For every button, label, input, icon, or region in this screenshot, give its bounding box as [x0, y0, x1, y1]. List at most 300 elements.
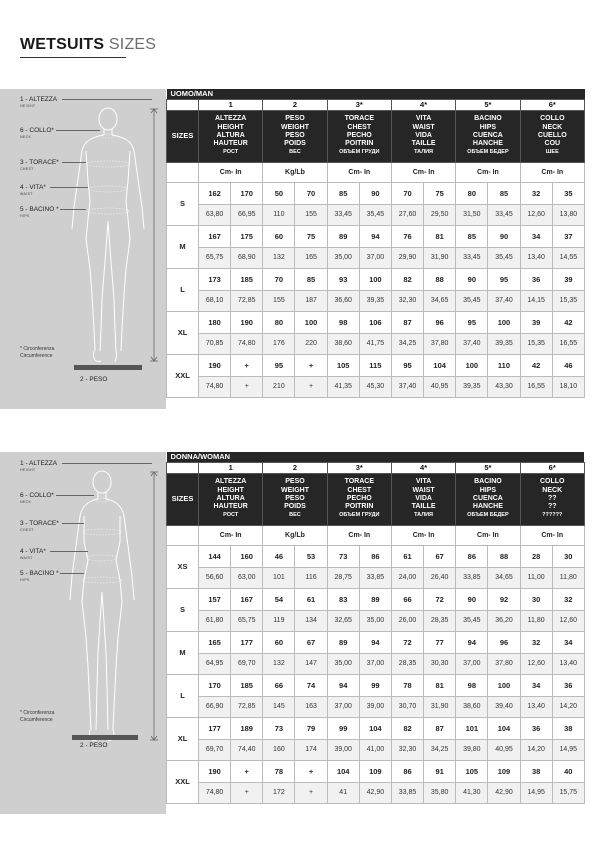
man-cell-cm: 175 [231, 225, 263, 247]
woman-cell-cm: 32 [552, 588, 584, 610]
title-underline [20, 57, 126, 58]
woman-cell-in: 33,85 [391, 782, 423, 803]
man-cell-in: 16,55 [552, 333, 584, 354]
man-cell-cm: 100 [456, 354, 488, 376]
man-column-name-line: VIDA [415, 131, 432, 139]
man-label-height: 1 - ALTEZZA HEIGHT [20, 96, 58, 108]
woman-cell-in: 39,80 [456, 739, 488, 760]
woman-column-name [520, 473, 584, 525]
man-cell-in: 68,90 [231, 247, 263, 268]
man-cell-in: 12,60 [520, 204, 552, 225]
woman-cell-cm: 177 [231, 631, 263, 653]
woman-size-label: S [167, 588, 199, 631]
woman-cell-in: 30,30 [424, 653, 456, 674]
man-column-name-ru: ШЕЕ [545, 149, 559, 156]
man-column-name-line: BACINO [474, 115, 502, 123]
woman-size-section [0, 452, 600, 814]
woman-cell-in: 160 [263, 739, 295, 760]
man-column-name-line: PESO [285, 115, 305, 123]
woman-cell-cm: 92 [488, 588, 520, 610]
man-cell-cm: 75 [295, 225, 327, 247]
woman-column-name-line: BACINO [474, 478, 502, 486]
woman-cell-cm: 81 [424, 674, 456, 696]
man-cell-cm: 70 [263, 268, 295, 290]
man-cell-in: 74,80 [231, 333, 263, 354]
woman-cell-cm: 66 [263, 674, 295, 696]
man-cell-cm: 87 [391, 311, 423, 333]
woman-column-name-ru: ТАЛИЯ [414, 512, 433, 519]
woman-cell-cm: 104 [327, 760, 359, 782]
woman-cell-cm: 78 [263, 760, 295, 782]
woman-line-waist [50, 551, 88, 552]
woman-size-label: XL [167, 717, 199, 760]
man-column-name-line: CHEST [347, 123, 372, 131]
woman-cell-in: 56,60 [199, 567, 231, 588]
woman-cell-in: 28,35 [424, 610, 456, 631]
man-cell-cm: 173 [199, 268, 231, 290]
woman-column-number: 3* [327, 462, 391, 473]
woman-cell-in: 34,25 [424, 739, 456, 760]
man-cell-in: 45,30 [359, 376, 391, 397]
woman-column-name-line: HAUTEUR [213, 503, 248, 511]
man-cell-in: 65,75 [199, 247, 231, 268]
man-cell-cm: 81 [424, 225, 456, 247]
woman-column-name-ru: РОСТ [223, 512, 239, 519]
man-unit-cell: Cm- In [456, 162, 520, 182]
woman-column-name-line: PESO [285, 478, 305, 486]
man-cell-in: 37,40 [488, 290, 520, 311]
woman-cell-in: 74,80 [199, 782, 231, 803]
woman-cell-in: 64,95 [199, 653, 231, 674]
man-cell-cm: 46 [552, 354, 584, 376]
man-column-number: 2 [263, 99, 327, 110]
woman-column-number: 5* [456, 462, 520, 473]
man-cell-cm: 82 [391, 268, 423, 290]
woman-cell-cm: 109 [488, 760, 520, 782]
man-column-name-line: WAIST [412, 123, 435, 131]
woman-column-name-line: NECK [542, 486, 563, 494]
woman-cell-cm: 28 [520, 545, 552, 567]
woman-column-names-row [167, 473, 585, 525]
man-label-chest: 3 - TORACE* CHEST [20, 159, 59, 171]
man-table-row [167, 311, 585, 333]
woman-cell-in: 30,70 [391, 696, 423, 717]
man-sizes-header: SIZES [167, 110, 199, 162]
woman-table-row [167, 760, 585, 782]
man-column-number: 6* [520, 99, 585, 110]
woman-cell-cm: 94 [327, 674, 359, 696]
man-cell-cm: 60 [263, 225, 295, 247]
man-cell-in: 13,80 [552, 204, 584, 225]
man-cell-in: 155 [263, 290, 295, 311]
man-cell-in: 14,15 [520, 290, 552, 311]
man-table-row-inch [167, 333, 585, 354]
woman-column-name-line: HIPS [479, 486, 497, 494]
man-column-name-line: ALTEZZA [214, 115, 247, 123]
man-cell-in: 37,00 [359, 247, 391, 268]
man-cell-in: 74,80 [199, 376, 231, 397]
man-cell-cm: + [231, 354, 263, 376]
woman-cell-in: 33,85 [359, 567, 391, 588]
woman-cell-cm: 38 [552, 717, 584, 739]
woman-cell-cm: 96 [488, 631, 520, 653]
woman-cell-in: + [231, 782, 263, 803]
man-column-name [327, 110, 391, 162]
man-cell-in: 32,30 [391, 290, 423, 311]
man-cell-in: 27,60 [391, 204, 423, 225]
woman-cell-cm: 38 [520, 760, 552, 782]
woman-cell-cm: 30 [520, 588, 552, 610]
woman-column-name-line: HEIGHT [217, 486, 244, 494]
woman-cell-in: 101 [263, 567, 295, 588]
man-column-name-ru: ОБЪЕМ БЕДЕР [467, 149, 509, 156]
woman-cell-cm: 82 [391, 717, 423, 739]
woman-label-waist: 4 - VITA* WAIST [20, 548, 46, 560]
woman-cell-cm: 90 [456, 588, 488, 610]
woman-column-name-line: COLLO [539, 478, 565, 486]
woman-cell-cm: 73 [327, 545, 359, 567]
man-cell-cm: 36 [520, 268, 552, 290]
woman-column-name [391, 473, 455, 525]
woman-cell-in: 26,00 [391, 610, 423, 631]
man-cell-cm: 190 [199, 354, 231, 376]
man-unit-cell: Cm- In [520, 162, 585, 182]
woman-unit-cell: Cm- In [199, 525, 263, 545]
woman-table-row [167, 545, 585, 567]
man-column-name-ru: РОСТ [223, 149, 239, 156]
woman-table-row [167, 588, 585, 610]
woman-cell-cm: 60 [263, 631, 295, 653]
woman-group-title: DONNA/WOMAN [167, 452, 585, 462]
man-column-name-line: PESO [285, 131, 305, 139]
woman-cell-cm: 46 [263, 545, 295, 567]
man-column-number: 5* [456, 99, 520, 110]
man-size-label: XXL [167, 354, 199, 397]
woman-cell-in: 11,00 [520, 567, 552, 588]
man-column-name-line: CUENCA [472, 131, 503, 139]
woman-cell-in: 12,60 [552, 610, 584, 631]
man-cell-in: 36,60 [327, 290, 359, 311]
man-table-row-inch [167, 247, 585, 268]
man-cell-in: 66,95 [231, 204, 263, 225]
woman-cell-in: 39,00 [359, 696, 391, 717]
woman-column-name-ru: ?????? [542, 512, 563, 519]
woman-cell-in: 35,00 [359, 610, 391, 631]
man-cell-cm: 85 [488, 182, 520, 204]
woman-cell-cm: 101 [456, 717, 488, 739]
man-table-row [167, 354, 585, 376]
man-label-neck: 6 - COLLO* NECK [20, 127, 54, 139]
man-cell-in: 38,60 [327, 333, 359, 354]
woman-column-name-line: TAILLE [411, 503, 436, 511]
woman-cell-in: 42,90 [488, 782, 520, 803]
man-unit-cell: Cm- In [327, 162, 391, 182]
man-cell-cm: 104 [424, 354, 456, 376]
woman-label-height: 1 - ALTEZZA HEIGHT [20, 460, 58, 472]
woman-line-chest [62, 523, 84, 524]
man-cell-cm: 89 [327, 225, 359, 247]
man-cell-cm: 70 [295, 182, 327, 204]
man-cell-in: 187 [295, 290, 327, 311]
woman-cell-cm: 32 [520, 631, 552, 653]
woman-column-name-line: HANCHE [472, 503, 503, 511]
man-cell-cm: 34 [520, 225, 552, 247]
man-size-label: L [167, 268, 199, 311]
man-cell-cm: 98 [327, 311, 359, 333]
woman-cell-in: 74,40 [231, 739, 263, 760]
man-column-name [456, 110, 520, 162]
man-cell-cm: 180 [199, 311, 231, 333]
man-weight-label: 2 - PESO [80, 376, 108, 383]
woman-cell-cm: 104 [488, 717, 520, 739]
woman-cell-in: 42,90 [359, 782, 391, 803]
man-size-section [0, 89, 600, 409]
woman-cell-cm: + [295, 760, 327, 782]
man-table-row-inch [167, 376, 585, 397]
man-cell-cm: 95 [263, 354, 295, 376]
man-cell-cm: 85 [327, 182, 359, 204]
woman-column-name-line: ALTEZZA [214, 478, 247, 486]
woman-cell-in: 14,20 [520, 739, 552, 760]
man-cell-cm: 39 [552, 268, 584, 290]
woman-cell-cm: 53 [295, 545, 327, 567]
man-line-chest [62, 162, 86, 163]
man-cell-cm: 50 [263, 182, 295, 204]
man-column-name-ru: ВЕС [289, 149, 301, 156]
woman-cell-in: 41,30 [456, 782, 488, 803]
man-column-name-ru: ТАЛИЯ [414, 149, 433, 156]
woman-cell-in: 28,35 [391, 653, 423, 674]
woman-size-table [166, 452, 585, 804]
woman-column-number: 6* [520, 462, 584, 473]
woman-column-name-line: VIDA [415, 494, 432, 502]
man-cell-cm: 95 [456, 311, 488, 333]
woman-column-name-line: ?? [547, 503, 557, 511]
woman-cell-cm: 86 [456, 545, 488, 567]
man-cell-in: 110 [263, 204, 295, 225]
woman-column-name-line: PESO [285, 494, 305, 502]
man-unit-cell: Kg/Lb [263, 162, 327, 182]
woman-table-row-inch [167, 739, 585, 760]
man-cell-in: 16,55 [520, 376, 552, 397]
man-column-name-line: COLLO [540, 115, 565, 123]
woman-cell-in: 36,20 [488, 610, 520, 631]
man-cell-in: 29,90 [391, 247, 423, 268]
man-cell-cm: 80 [263, 311, 295, 333]
man-column-name-line: HANCHE [472, 140, 503, 148]
woman-cell-cm: 79 [295, 717, 327, 739]
man-cell-cm: 37 [552, 225, 584, 247]
woman-table-row [167, 674, 585, 696]
woman-table-row-inch [167, 696, 585, 717]
woman-label-hips: 5 - BACINO * HIPS [20, 570, 59, 582]
man-figure-panel [0, 89, 166, 409]
man-cell-in: 33,45 [327, 204, 359, 225]
woman-cell-cm: 66 [391, 588, 423, 610]
woman-cell-in: 69,70 [231, 653, 263, 674]
woman-cell-in: 134 [295, 610, 327, 631]
woman-column-name [199, 473, 263, 525]
woman-cell-cm: 72 [424, 588, 456, 610]
woman-cell-cm: 86 [391, 760, 423, 782]
man-cell-in: 35,45 [359, 204, 391, 225]
woman-cell-cm: 91 [424, 760, 456, 782]
woman-cell-cm: 160 [231, 545, 263, 567]
man-column-name-line: ALTURA [216, 131, 245, 139]
woman-cell-in: 15,75 [552, 782, 584, 803]
woman-cell-in: 132 [263, 653, 295, 674]
woman-cell-cm: 88 [488, 545, 520, 567]
man-cell-in: 34,25 [391, 333, 423, 354]
woman-cell-cm: 165 [199, 631, 231, 653]
woman-unit-cell: Cm- In [520, 525, 584, 545]
woman-cell-in: 163 [295, 696, 327, 717]
woman-cell-in: 11,80 [520, 610, 552, 631]
woman-cell-cm: 189 [231, 717, 263, 739]
man-group-title: UOMO/MAN [167, 89, 585, 99]
man-cell-in: 68,10 [199, 290, 231, 311]
woman-cell-in: 172 [263, 782, 295, 803]
woman-cell-cm: 77 [424, 631, 456, 653]
man-cell-cm: 90 [488, 225, 520, 247]
woman-column-name-line: POITRIN [345, 503, 374, 511]
woman-cell-in: 147 [295, 653, 327, 674]
woman-column-name-line: CHEST [347, 486, 372, 494]
woman-cell-in: 39,40 [488, 696, 520, 717]
man-cell-cm: 95 [391, 354, 423, 376]
woman-table-row-inch [167, 610, 585, 631]
woman-table-row-inch [167, 653, 585, 674]
man-cell-in: 37,40 [456, 333, 488, 354]
man-column-name [199, 110, 263, 162]
woman-cell-in: 12,60 [520, 653, 552, 674]
man-size-label: XL [167, 311, 199, 354]
woman-cell-cm: 61 [295, 588, 327, 610]
woman-cell-in: 41,00 [359, 739, 391, 760]
woman-cell-cm: 74 [295, 674, 327, 696]
woman-cell-in: 31,90 [424, 696, 456, 717]
woman-cell-cm: 72 [391, 631, 423, 653]
woman-column-number: 2 [263, 462, 327, 473]
man-column-name-line: POITRIN [345, 140, 374, 148]
woman-cell-in: 66,90 [199, 696, 231, 717]
woman-cell-cm: 144 [199, 545, 231, 567]
man-cell-cm: 90 [456, 268, 488, 290]
man-cell-cm: 39 [520, 311, 552, 333]
woman-cell-cm: 86 [359, 545, 391, 567]
woman-cell-cm: 99 [327, 717, 359, 739]
man-column-name-line: COU [544, 140, 561, 148]
woman-cell-in: 145 [263, 696, 295, 717]
woman-table-row [167, 631, 585, 653]
man-cell-cm: 32 [520, 182, 552, 204]
woman-cell-in: 119 [263, 610, 295, 631]
woman-cell-cm: 100 [488, 674, 520, 696]
woman-cell-cm: 54 [263, 588, 295, 610]
man-line-waist [50, 187, 88, 188]
man-line-neck [56, 130, 100, 131]
man-cell-cm: 110 [488, 354, 520, 376]
man-cell-in: 220 [295, 333, 327, 354]
man-cell-cm: 162 [199, 182, 231, 204]
woman-cell-cm: 36 [552, 674, 584, 696]
woman-column-name-line: TORACE [344, 478, 374, 486]
man-column-names-row [167, 110, 585, 162]
man-cell-cm: 185 [231, 268, 263, 290]
man-size-label: S [167, 182, 199, 225]
woman-cell-in: 69,70 [199, 739, 231, 760]
man-cell-in: 14,55 [552, 247, 584, 268]
woman-cell-in: 63,00 [231, 567, 263, 588]
woman-cell-in: 35,45 [456, 610, 488, 631]
woman-cell-in: + [295, 782, 327, 803]
man-column-name [520, 110, 585, 162]
woman-weight-label: 2 - PESO [80, 742, 108, 749]
man-column-name-line: HIPS [479, 123, 497, 131]
man-cell-cm: 95 [488, 268, 520, 290]
man-cell-in: 37,80 [424, 333, 456, 354]
woman-cell-in: 33,85 [456, 567, 488, 588]
man-line-hips [60, 209, 86, 210]
woman-size-label: XS [167, 545, 199, 588]
man-cell-cm: 115 [359, 354, 391, 376]
woman-column-name-ru: ОБЪЕМ БЕДЕР [467, 512, 509, 519]
man-table-row [167, 225, 585, 247]
woman-table-row-inch [167, 567, 585, 588]
man-column-name-line: VITA [415, 115, 432, 123]
man-column-name-line: WEIGHT [280, 123, 309, 131]
woman-column-name-ru: ОБЪЕМ ГРУДИ [339, 512, 380, 519]
woman-cell-in: 116 [295, 567, 327, 588]
man-cell-cm: 75 [424, 182, 456, 204]
woman-cell-cm: 89 [359, 588, 391, 610]
woman-column-name-line: CUENCA [472, 494, 503, 502]
woman-cell-cm: 104 [359, 717, 391, 739]
woman-group-header-row [167, 452, 585, 462]
man-column-name-line: TORACE [344, 115, 374, 123]
woman-units-row [167, 525, 585, 545]
woman-size-label: XXL [167, 760, 199, 803]
man-cell-in: 31,90 [424, 247, 456, 268]
man-cell-cm: 88 [424, 268, 456, 290]
man-column-name-line: NECK [542, 123, 563, 131]
woman-cell-in: 72,85 [231, 696, 263, 717]
man-cell-cm: 96 [424, 311, 456, 333]
woman-line-neck [56, 495, 94, 496]
man-column-name-ru: ОБЪЕМ ГРУДИ [339, 149, 380, 156]
woman-cell-in: 14,20 [552, 696, 584, 717]
woman-cell-cm: 67 [424, 545, 456, 567]
man-circumference-note: * Circonferenza Circumference [20, 346, 55, 359]
woman-column-name-line: POIDS [284, 503, 306, 511]
woman-cell-in: 14,95 [520, 782, 552, 803]
man-column-name-line: POIDS [284, 140, 306, 148]
man-cell-in: 72,85 [231, 290, 263, 311]
woman-unit-cell: Cm- In [456, 525, 520, 545]
man-cell-cm: 100 [295, 311, 327, 333]
man-cell-in: 63,80 [199, 204, 231, 225]
woman-line-height [62, 463, 152, 464]
man-cell-in: 29,50 [424, 204, 456, 225]
woman-cell-cm: 78 [391, 674, 423, 696]
man-cell-in: 70,85 [199, 333, 231, 354]
woman-cell-in: 40,95 [488, 739, 520, 760]
woman-cell-in: 28,75 [327, 567, 359, 588]
man-cell-in: 35,45 [456, 290, 488, 311]
man-cell-in: 176 [263, 333, 295, 354]
man-cell-cm: + [295, 354, 327, 376]
man-cell-in: 35,45 [488, 247, 520, 268]
